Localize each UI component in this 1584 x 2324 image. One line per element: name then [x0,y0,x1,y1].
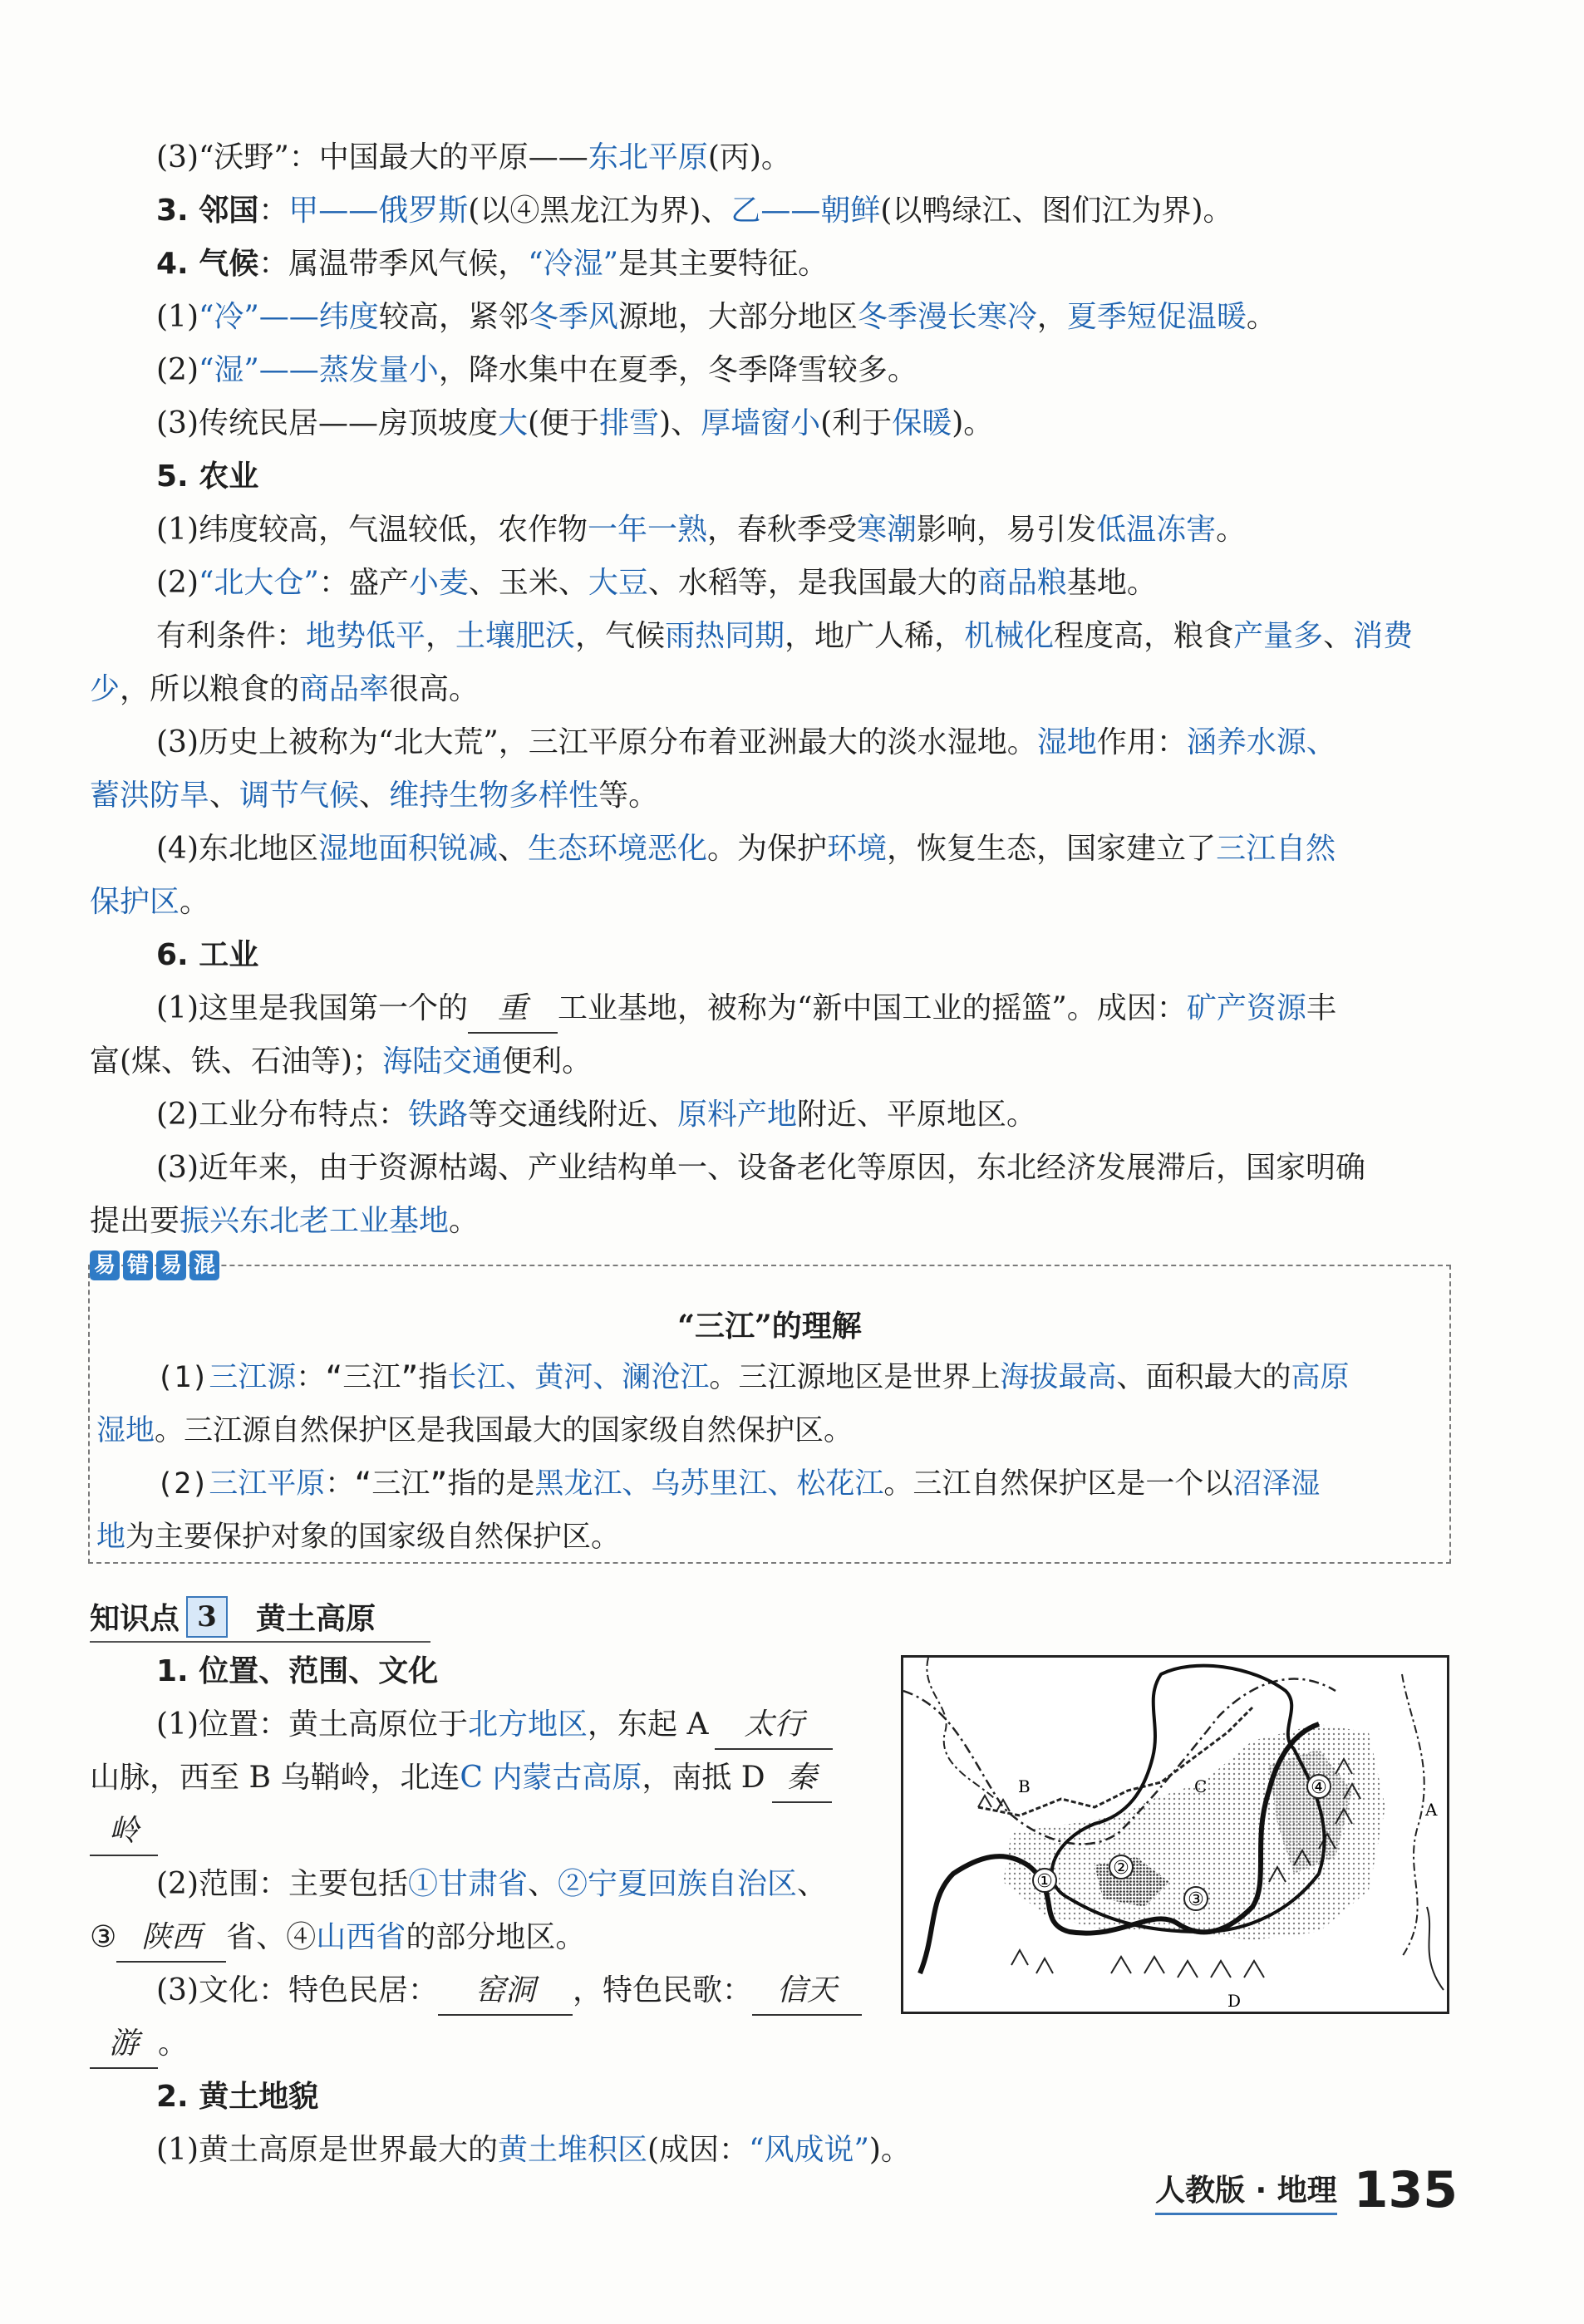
line-scope: (2)范围：主要包括①甘肃省、②宁夏回族自治区、 [156,1867,828,1901]
province-boundary-3 [1402,1674,1424,1957]
page-number: 135 [1353,2161,1458,2219]
box-line-sanjiangyuan: (1)三江源：“三江”指长江、黄河、澜沧江。三江源地区是世界上海拔最高、面积最大的高原 [156,1361,1350,1394]
page-footer [1155,2161,1458,2219]
line-position-cont: 山脉，西至 B 乌鞘岭，北连C 内蒙古高原，南抵 D 秦 [90,1755,1453,1803]
line-industry-base: (1)这里是我国第一个的 重 工业基地，被称为“新中国工业的摇篮”。成因：矿产资源丰 [156,985,1519,1034]
line-recent: (3)近年来，由于资源枯竭、产业结构单一、设备老化等原因，东北经济发展滞后，国家明确 [156,1151,1365,1185]
line-dwelling: (3)传统民居——房顶坡度大(便于排雪)、厚墙窗小(利于保暖)。 [156,406,994,440]
line-fertile-plain: (3)“沃野”：中国最大的平原——东北平原(丙)。 [156,140,791,174]
line-crops: (1)纬度较高，气温较低，农作物一年一熟，春秋季受寒潮影响，易引发低温冻害。 [156,513,1247,547]
map-label-circle-4: ④ [1311,1777,1327,1798]
line-granary: (2)“北大仓”：盛产小麦、玉米、大豆、水稻等，是我国最大的商品粮基地。 [156,566,1157,600]
line-neighbors: 3. 邻国：甲——俄罗斯(以④黑龙江为界)、乙——朝鲜(以鸭绿江、图们江为界)。 [156,194,1233,228]
heading-industry: 6. 工业 [156,938,259,972]
line-industry-cont: 富(煤、铁、石油等)；海陆交通便利。 [90,1044,593,1078]
line-position-cont2: 岭 [90,1808,1453,1856]
map-label-circle-3: ③ [1188,1889,1204,1910]
knowledge-point-underline [90,1641,430,1643]
mistake-tag: 易 错 易 混 [90,1250,219,1280]
box-line-sanjiangyuan-cont: 湿地。三江源自然保护区是我国最大的国家级自然保护区。 [96,1414,853,1447]
map-label-circle-2: ② [1113,1858,1129,1879]
map-label-a: A [1425,1800,1438,1820]
line-cold: (1)“冷”——纬度较高，紧邻冬季风源地，大部分地区冬季漫长寒冷，夏季短促温暖。 [156,300,1277,334]
line-humid: (2)“湿”——蒸发量小，降水集中在夏季，冬季降雪较多。 [156,353,917,387]
coast-right [1427,1907,1444,1990]
line-culture-cont: 游 。 [90,2021,1453,2069]
line-wetland: (3)历史上被称为“北大荒”，三江平原分布着亚洲最大的淡水湿地。湿地作用：涵养水源、 [156,725,1336,759]
map-label-d: D [1227,1991,1242,2011]
box-line-sanjiang-plain: (2)三江平原：“三江”指的是黑龙江、乌苏里江、松花江。三江自然保护区是一个以沼泽湿 [156,1467,1321,1501]
box-line-sanjiang-plain-cont: 地为主要保护对象的国家级自然保护区。 [96,1521,621,1554]
mistake-box-title: “三江”的理解 [677,1309,862,1344]
line-position: (1)位置：黄土高原位于北方地区，东起 A 太行 [156,1702,1519,1750]
line-conditions: 有利条件：地势低平，土壤肥沃，气候雨热同期，地广人稀，机械化程度高，粮食产量多、消费 [156,619,1414,653]
heading-agriculture: 5. 农业 [156,459,259,494]
line-wetland-cont: 蓄洪防旱、调节气候、维持生物多样性等。 [90,779,659,813]
line-culture: (3)文化：特色民居： 窑洞 ，特色民歌： 信天 [156,1968,1519,2016]
line-protection-cont: 保护区。 [90,885,210,919]
loess-plateau-map [901,1655,1449,2014]
map-label-c: C [1194,1776,1208,1796]
line-climate: 4. 气候：属温带季风气候，“冷湿”是其主要特征。 [156,247,829,281]
line-protection: (4)东北地区湿地面积锐减、生态环境恶化。为保护环境，恢复生态，国家建立了三江自然 [156,832,1336,866]
line-industry-distribution: (2)工业分布特点：铁路等交通线附近、原料产地附近、平原地区。 [156,1098,1037,1132]
heading-location: 1. 位置、范围、文化 [156,1654,439,1688]
line-scope-cont: ③ 陕西 省、④山西省的部分地区。 [90,1914,1453,1963]
province-boundary-2 [927,1658,995,1799]
knowledge-point-header: 知识点 3 黄土高原 [90,1595,376,1638]
heading-loess-landform: 2. 黄土地貌 [156,2080,319,2114]
line-loess-deposit: (1)黄土高原是世界最大的黄土堆积区(成因：“风成说”)。 [156,2133,911,2167]
map-label-b: B [1018,1776,1031,1796]
edition-label: 人教版 · 地理 [1155,2167,1337,2215]
line-conditions-cont: 少，所以粮食的商品率很高。 [90,672,480,706]
map-label-circle-1: ① [1036,1871,1053,1892]
map-drawing [903,1658,1447,2012]
line-revitalize: 提出要振兴东北老工业基地。 [90,1204,480,1238]
